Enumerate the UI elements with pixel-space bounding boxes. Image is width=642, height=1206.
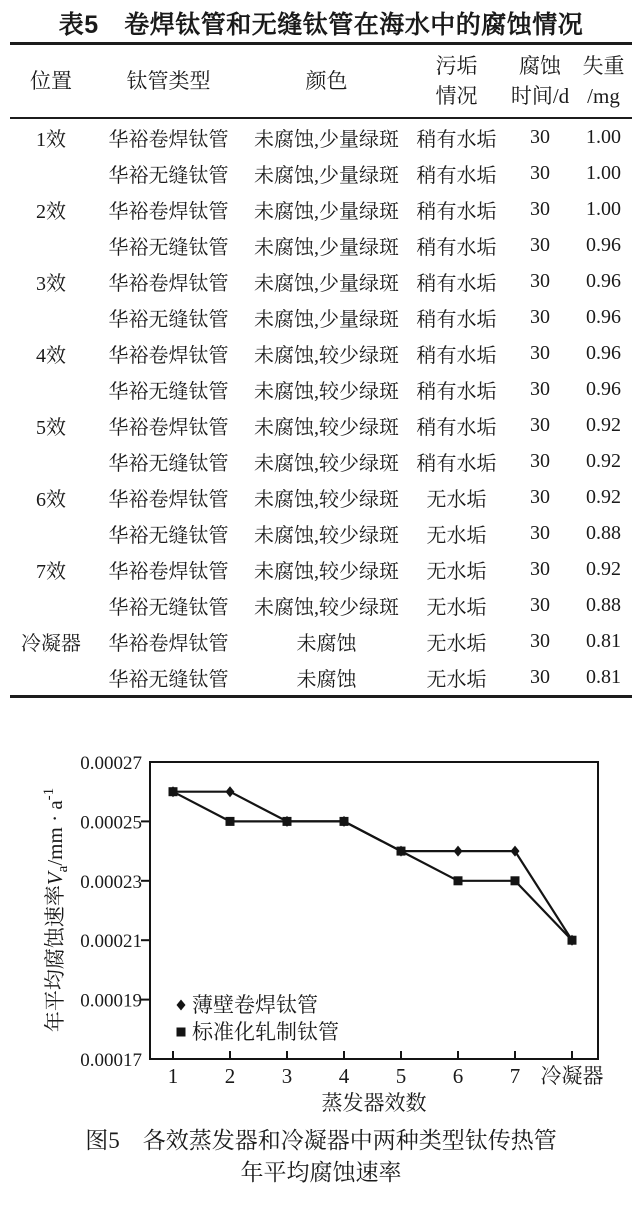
table-cell: 未腐蚀,较少绿斑 [254,416,399,439]
table-cell: 华裕无缝钛管 [108,164,229,187]
table-row [10,551,632,587]
table-cell: 华裕无缝钛管 [108,308,229,331]
table-cell: 0.96 [586,233,621,256]
x-axis-tick-label: 1 [167,1064,179,1088]
table-cell: 稍有水垢 [416,308,497,331]
table-cell: 未腐蚀,少量绿斑 [254,200,399,223]
table-cell: 7效 [36,560,66,583]
table-cell: 30 [530,413,550,436]
table-cell: 0.96 [586,269,621,292]
table-cell: 30 [530,665,550,688]
table-cell: 0.88 [586,521,621,544]
corrosion-rate-chart [0,722,642,1117]
table-cell: 无水垢 [426,596,487,619]
table-row [10,479,632,515]
col-header-fouling-line2: 情况 [435,84,478,108]
square-marker [511,876,520,885]
table-cell: 稍有水垢 [416,416,497,439]
table-cell [10,587,92,623]
table-row [10,118,632,155]
table-cell: 稍有水垢 [416,236,497,259]
table-header-row [10,44,632,119]
x-axis-tick-label: 冷凝器 [540,1064,604,1088]
table-cell: 0.96 [586,305,621,328]
table-cell: 30 [530,125,550,148]
table-cell: 未腐蚀,较少绿斑 [254,488,399,511]
table-cell: 华裕无缝钛管 [108,596,229,619]
table-row [10,443,632,479]
table-cell: 无水垢 [426,560,487,583]
table-cell: 华裕卷焊钛管 [108,560,229,583]
table-cell [10,227,92,263]
table-cell: 未腐蚀,较少绿斑 [254,560,399,583]
table-cell: 1.00 [586,125,621,148]
table-cell: 未腐蚀,少量绿斑 [254,128,399,151]
x-axis-tick-label: 5 [395,1064,407,1088]
col-header-corrosion-time-line2: 时间/d [510,84,570,108]
diamond-marker [177,1000,186,1011]
table-row [10,191,632,227]
table-cell: 未腐蚀,较少绿斑 [254,596,399,619]
table-row [10,407,632,443]
table-cell: 无水垢 [426,488,487,511]
table-cell: 稍有水垢 [416,272,497,295]
x-axis-tick-label: 7 [509,1064,521,1088]
table-cell: 30 [530,485,550,508]
y-axis-tick-label: 0.00021 [80,931,142,953]
table-cell: 1.00 [586,161,621,184]
series-line-square [173,792,572,941]
x-axis-tick-label: 2 [224,1064,236,1088]
x-axis-title: 蒸发器效数 [321,1091,427,1115]
table-row [10,659,632,697]
table-cell: 未腐蚀 [296,632,357,655]
table-cell: 稍有水垢 [416,380,497,403]
table-row [10,515,632,551]
table-row [10,299,632,335]
table-row [10,371,632,407]
table-cell: 0.88 [586,593,621,616]
table-cell [10,515,92,551]
x-axis-tick-label: 4 [338,1064,350,1088]
table-cell: 未腐蚀,少量绿斑 [254,164,399,187]
table-cell: 华裕卷焊钛管 [108,344,229,367]
table-cell: 0.81 [586,629,621,652]
table-cell: 未腐蚀,较少绿斑 [254,452,399,475]
table-cell: 稍有水垢 [416,452,497,475]
table-cell: 华裕卷焊钛管 [108,272,229,295]
table-cell: 未腐蚀,较少绿斑 [254,344,399,367]
table-cell [10,299,92,335]
legend-item [177,1020,340,1044]
square-marker [226,817,235,826]
table-cell: 无水垢 [426,524,487,547]
series-markers-diamond [169,786,577,946]
table-cell [10,659,92,697]
table-cell [10,155,92,191]
legend-label: 标准化轧制钛管 [192,1020,339,1044]
table-cell: 0.96 [586,341,621,364]
col-header-corrosion-time-line1: 腐蚀 [519,54,561,78]
table-cell: 30 [530,233,550,256]
table-cell: 未腐蚀,少量绿斑 [254,236,399,259]
table-cell: 华裕无缝钛管 [108,524,229,547]
table-row [10,335,632,371]
table-cell: 30 [530,161,550,184]
col-header-weight-loss [575,44,632,119]
square-marker [283,817,292,826]
col-header-corrosion-time [505,44,575,119]
table-cell: 华裕无缝钛管 [108,452,229,475]
table-cell: 华裕无缝钛管 [108,668,229,691]
col-header-position: 位置 [30,69,72,93]
table-cell: 未腐蚀,少量绿斑 [254,272,399,295]
corrosion-table [10,42,632,698]
table-cell: 稍有水垢 [416,200,497,223]
table-cell: 未腐蚀 [296,668,357,691]
figure-caption [0,1125,642,1189]
square-marker [568,936,577,945]
table-cell: 30 [530,377,550,400]
table-cell: 30 [530,629,550,652]
table-cell: 4效 [36,344,66,367]
table-cell: 1.00 [586,197,621,220]
y-axis-tick-label: 0.00027 [80,753,142,774]
table-cell: 稍有水垢 [416,344,497,367]
table-cell: 未腐蚀,较少绿斑 [254,380,399,403]
square-marker [454,876,463,885]
table-cell: 2效 [36,200,66,223]
table-cell: 0.92 [586,413,621,436]
table-row [10,155,632,191]
table-cell: 冷凝器 [21,632,81,655]
table-cell: 1效 [36,128,66,151]
legend-item [177,993,319,1017]
table-cell: 华裕无缝钛管 [108,380,229,403]
square-marker [340,817,349,826]
y-axis-tick-label: 0.00025 [80,812,142,834]
table-row [10,227,632,263]
table-cell: 30 [530,593,550,616]
table-cell: 30 [530,341,550,364]
col-header-weight-loss-line1: 失重 [582,54,625,78]
x-axis-tick-label: 6 [452,1064,464,1088]
diamond-marker [226,786,235,797]
y-axis-title: 年平均腐蚀速率$V_a/mm \cdot a^{-1}$ [41,787,71,1033]
table-cell: 稍有水垢 [416,128,497,151]
x-axis-tick-label: 3 [281,1064,293,1088]
table-cell: 未腐蚀,较少绿斑 [254,524,399,547]
table-cell: 3效 [36,272,66,295]
col-header-fouling [408,44,505,119]
table-cell: 华裕无缝钛管 [108,236,229,259]
table-cell: 华裕卷焊钛管 [108,128,229,151]
table-cell: 30 [530,449,550,472]
figure-caption-line2: 年平均腐蚀速率 [240,1160,402,1185]
table-cell: 30 [530,197,550,220]
square-marker [397,847,406,856]
series-line-diamond [173,792,572,941]
diamond-marker [454,846,463,857]
col-header-tube-type: 钛管类型 [126,69,211,93]
square-marker [177,1028,186,1037]
legend-label: 薄壁卷焊钛管 [192,993,318,1017]
col-header-weight-loss-line2: /mg [587,84,620,108]
y-axis-tick-label: 0.00019 [80,990,142,1012]
table-cell: 0.92 [586,557,621,580]
table-cell: 30 [530,521,550,544]
table-cell: 未腐蚀,少量绿斑 [254,308,399,331]
table-cell: 5效 [36,416,66,439]
col-header-fouling-line1: 污垢 [435,54,478,78]
table-cell: 华裕卷焊钛管 [108,200,229,223]
table-cell: 30 [530,269,550,292]
figure-caption-line1: 图5 各效蒸发器和冷凝器中两种类型钛传热管 [85,1128,557,1153]
table-row [10,587,632,623]
series-markers-square [169,787,577,945]
col-header-color: 颜色 [305,69,348,93]
table-cell: 华裕卷焊钛管 [108,416,229,439]
table-cell: 稍有水垢 [416,164,497,187]
table-cell: 无水垢 [426,632,487,655]
table-cell: 0.96 [586,377,621,400]
table-cell: 6效 [36,488,66,511]
table-cell: 30 [530,557,550,580]
table-cell: 华裕卷焊钛管 [108,488,229,511]
table-cell: 0.92 [586,449,621,472]
table-row [10,623,632,659]
table-cell: 无水垢 [426,668,487,691]
table-cell: 0.92 [586,485,621,508]
table-cell [10,443,92,479]
y-axis-tick-label: 0.00023 [80,871,142,893]
table-cell [10,371,92,407]
y-axis-tick-label: 0.00017 [80,1050,142,1071]
table-cell: 华裕卷焊钛管 [108,632,229,655]
table-cell: 0.81 [586,665,621,688]
square-marker [169,787,178,796]
table-row [10,263,632,299]
table-title: 表5 卷焊钛管和无缝钛管在海水中的腐蚀情况 [58,11,584,39]
table-cell: 30 [530,305,550,328]
